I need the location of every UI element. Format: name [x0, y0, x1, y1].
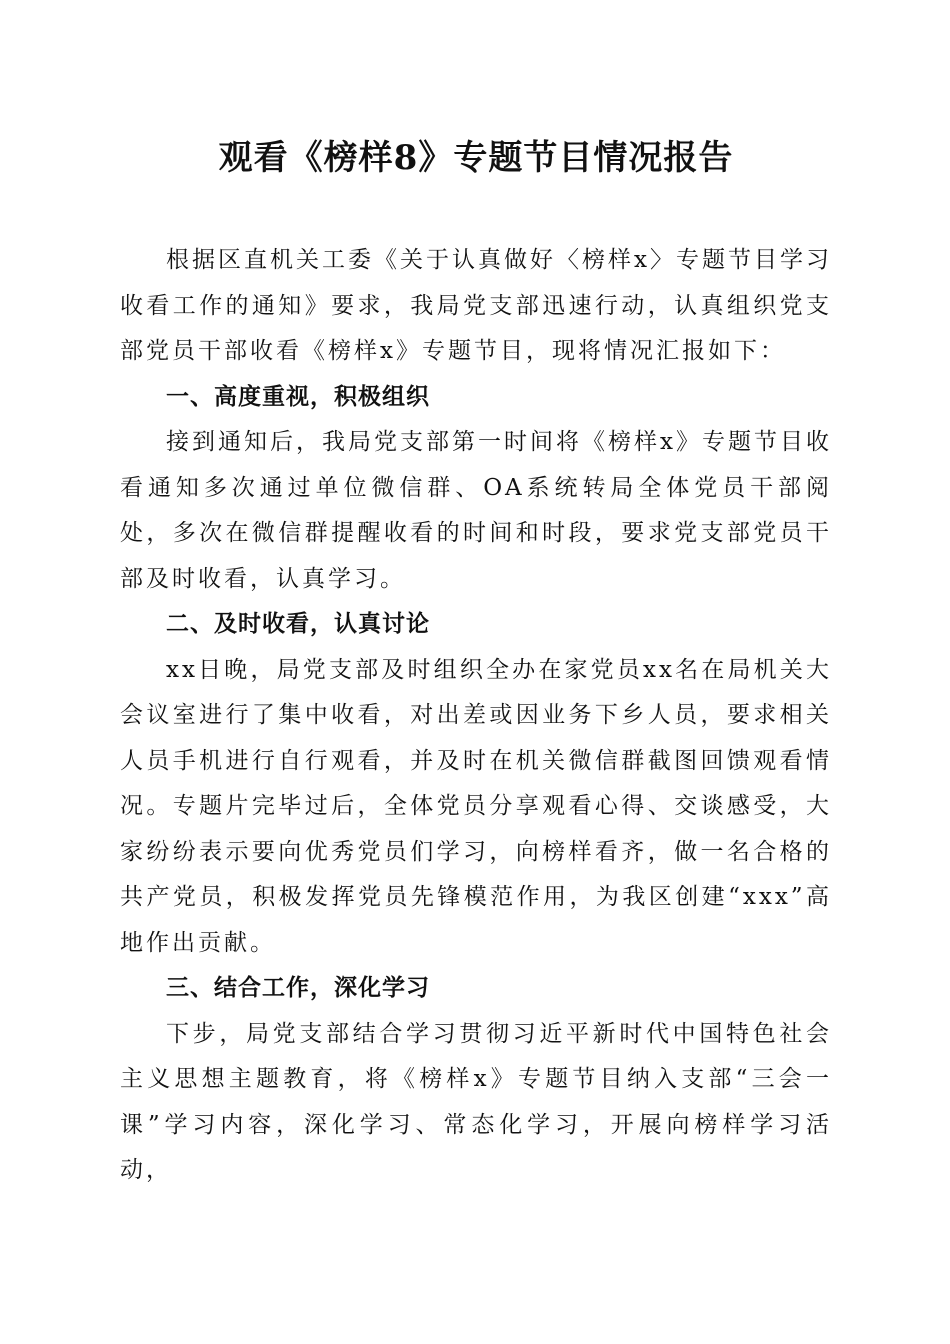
- section-heading-1: 一、高度重视，积极组织: [166, 383, 430, 410]
- document-body: [120, 238, 832, 1194]
- document-title: 观看《榜样8》专题节目情况报告: [218, 138, 734, 178]
- document-page: [120, 130, 832, 1194]
- section-heading-2: 二、及时收看，认真讨论: [166, 611, 430, 637]
- section-paragraph-2: xx日晚，局党支部及时组织全办在家党员xx名在局机关大会议室进行了集中收看，对出差或因业务下乡人员，要求相关人员手机进行自行观看，并及时在机关微信群截图回馈观看情况。专题片完毕过后，全体党员分享观看心得、交谈感受，大家纷纷表示要向优秀党员们学习，向榜样看齐，做一名合格的共产党员，积极发挥党员先锋模范作用，为我区创建“xxx”高地作出贡献。: [120, 656, 832, 956]
- intro-paragraph: 根据区直机关工委《关于认真做好〈榜样x〉专题节目学习收看工作的通知》要求，我局党支部迅速行动，认真组织党支部党员干部收看《榜样x》专题节目，现将情况汇报如下：: [120, 247, 832, 364]
- section-paragraph-1: 接到通知后，我局党支部第一时间将《榜样x》专题节目收看通知多次通过单位微信群、OA系统转局全体党员干部阅处，多次在微信群提醒收看的时间和时段，要求党支部党员干部及时收看，认真学习。: [120, 429, 832, 592]
- section-heading-3: 三、结合工作，深化学习: [166, 975, 430, 1001]
- section-paragraph-3: 下步，局党支部结合学习贯彻习近平新时代中国特色社会主义思想主题教育，将《榜样x》专题节目纳入支部“三会一课”学习内容，深化学习、常态化学习，开展向榜样学习活动，: [120, 1020, 832, 1183]
